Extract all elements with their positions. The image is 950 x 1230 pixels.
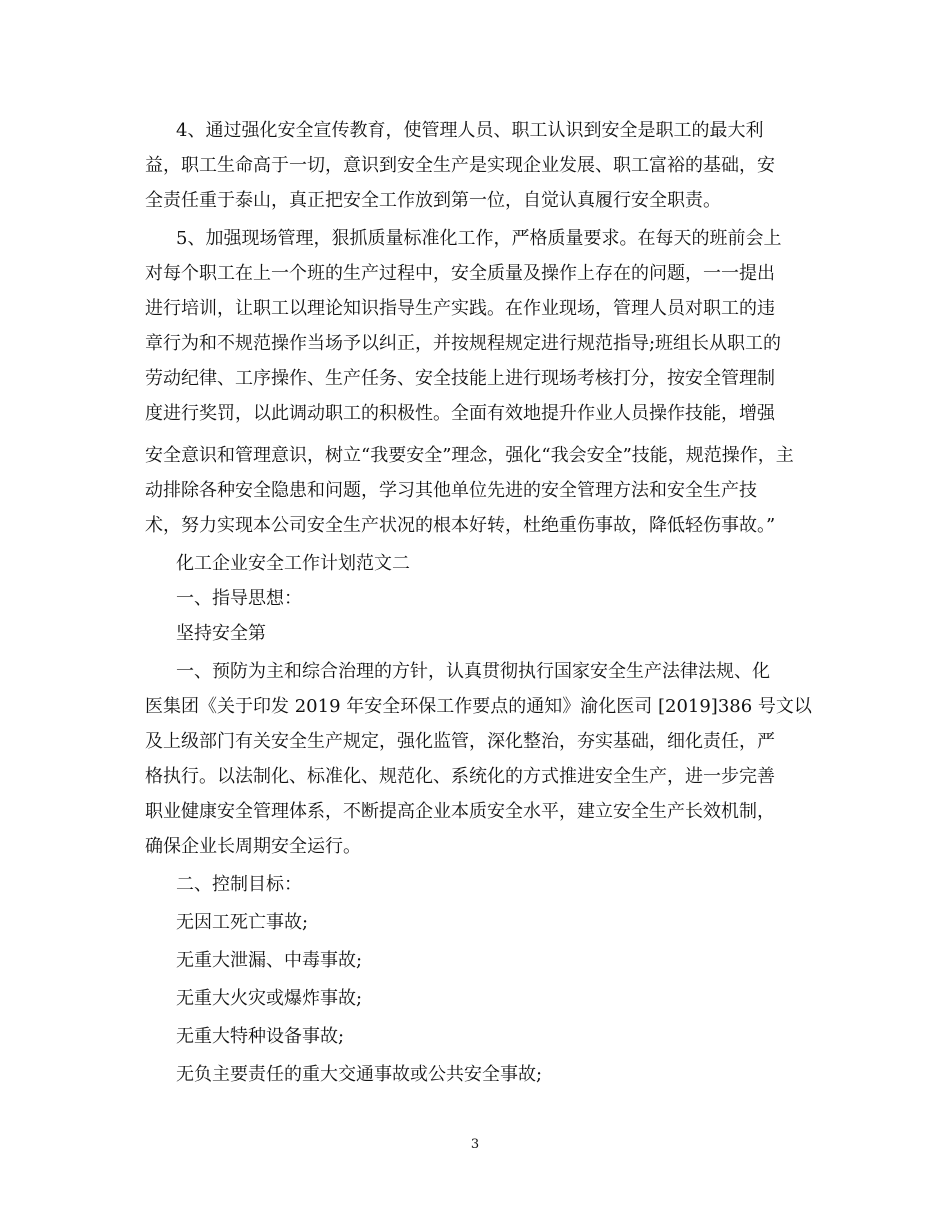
paragraph-policy-line-1: 一、预防为主和综合治理的方针，认真贯彻执行国家安全生产法律法规、化 xyxy=(176,661,770,682)
target-item: 无因工死亡事故; xyxy=(176,912,309,933)
paragraph-5-line-5: 劳动纪律、工序操作、生产任务、安全技能上进行现场考核打分，按安全管理制 xyxy=(145,368,775,389)
paragraph-5-line-8: 动排除各种安全隐患和问题，学习其他单位先进的安全管理方法和安全生产技 xyxy=(145,480,757,501)
heading-control-targets: 二、控制目标： xyxy=(176,874,302,895)
paragraph-5-line-1: 5、加强现场管理，狠抓质量标准化工作，严格质量要求。在每天的班前会上 xyxy=(176,228,782,249)
paragraph-5-line-4: 章行为和不规范操作当场予以纠正，并按规程规定进行规范指导;班组长从职工的 xyxy=(145,333,782,354)
target-item: 无负主要责任的重大交通事故或公共安全事故; xyxy=(176,1064,543,1085)
paragraph-policy-line-5: 职业健康安全管理体系，不断提高企业本质安全水平，建立安全生产长效机制， xyxy=(145,801,775,822)
paragraph-5-line-9: 术，努力实现本公司安全生产状况的根本好转，杜绝重伤事故，降低轻伤事故。” xyxy=(145,515,776,536)
paragraph-4-line-3: 全责任重于泰山，真正把安全工作放到第一位，自觉认真履行安全职责。 xyxy=(145,190,721,211)
section-title: 化工企业安全工作计划范文二 xyxy=(176,553,410,574)
paragraph-4-line-2: 益，职工生命高于一切，意识到安全生产是实现企业发展、职工富裕的基础，安 xyxy=(145,155,775,176)
target-item: 无重大特种设备事故; xyxy=(176,1026,345,1047)
paragraph-5-line-2: 对每个职工在上一个班的生产过程中，安全质量及操作上存在的问题，一一提出 xyxy=(145,263,775,284)
paragraph-5-line-3: 进行培训，让职工以理论知识指导生产实践。在作业现场，管理人员对职工的违 xyxy=(145,298,775,319)
target-item: 无重大火灾或爆炸事故; xyxy=(176,988,363,1009)
page-number: 3 xyxy=(470,1137,480,1152)
paragraph-policy-line-4: 格执行。以法制化、标准化、规范化、系统化的方式推进安全生产，进一步完善 xyxy=(145,766,775,787)
target-item: 无重大泄漏、中毒事故; xyxy=(176,950,363,971)
paragraph-line: 坚持安全第 xyxy=(176,623,266,644)
paragraph-5-line-7: 安全意识和管理意识，树立“我要安全”理念，强化“我会安全”技能，规范操作，主 xyxy=(145,445,794,466)
paragraph-policy-line-2: 医集团《关于印发 2019 年安全环保工作要点的通知》渝化医司 [2019]386 号文以 xyxy=(145,696,812,717)
paragraph-5-line-6: 度进行奖罚，以此调动职工的积极性。全面有效地提升作业人员操作技能，增强 xyxy=(145,403,775,424)
paragraph-policy-line-3: 及上级部门有关安全生产规定，强化监管，深化整治，夯实基础，细化责任，严 xyxy=(145,731,775,752)
paragraph-policy-line-6: 确保企业长周期安全运行。 xyxy=(145,836,361,857)
heading-guiding-ideology: 一、指导思想： xyxy=(176,588,302,609)
paragraph-4-line-1: 4、通过强化安全宣传教育，使管理人员、职工认识到安全是职工的最大利 xyxy=(176,120,764,141)
